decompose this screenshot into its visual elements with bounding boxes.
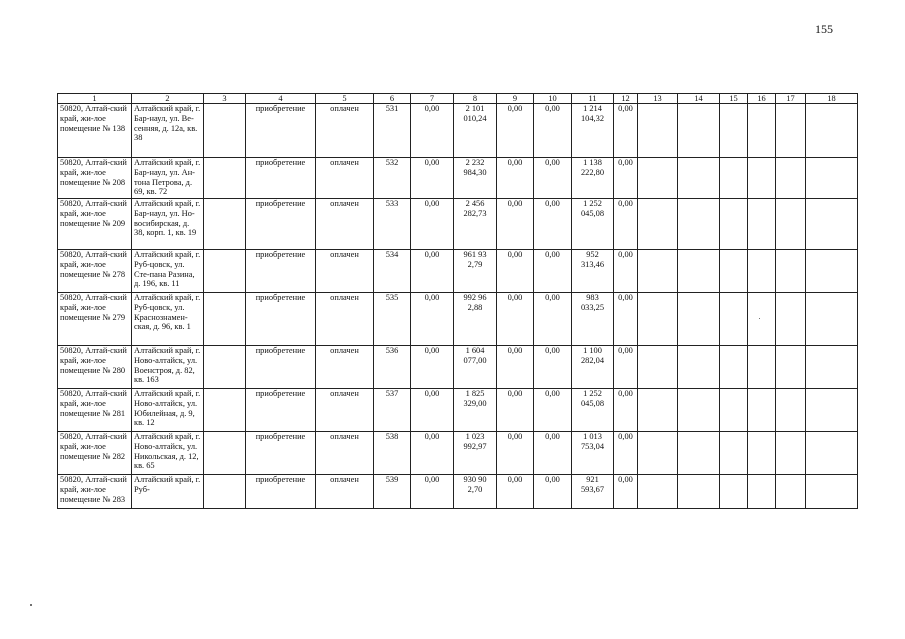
empty-cell xyxy=(638,104,678,158)
empty-cell xyxy=(638,293,678,346)
operation-cell: приобретение xyxy=(246,104,316,158)
address-cell: Алтайский край, г. Ново-алтайск, ул. Военстроя, д. 82, кв. 163 xyxy=(132,346,204,389)
empty-cell xyxy=(204,293,246,346)
empty-cell xyxy=(748,250,776,293)
amount-cell: 1 825 329,00 xyxy=(454,389,497,432)
amount-cell: 2 456 282,73 xyxy=(454,199,497,250)
empty-cell xyxy=(204,158,246,199)
value-cell: 0,00 xyxy=(411,104,454,158)
table-row xyxy=(58,158,858,199)
operation-cell: приобретение xyxy=(246,250,316,293)
address-cell: Алтайский край, г. Бар-наул, ул. Ан-тона Петрова, д. 69, кв. 72 xyxy=(132,158,204,199)
empty-cell xyxy=(776,475,806,509)
number-cell: 535 xyxy=(374,293,411,346)
address-cell: Алтайский край, г. Бар-наул, ул. Но-восибирская, д. 38, корп. 1, кв. 19 xyxy=(132,199,204,250)
number-cell: 537 xyxy=(374,389,411,432)
empty-cell xyxy=(806,432,858,475)
status-cell: оплачен xyxy=(316,475,374,509)
empty-cell xyxy=(720,158,748,199)
value-cell: 0,00 xyxy=(614,389,638,432)
value-cell: 0,00 xyxy=(497,250,534,293)
empty-cell xyxy=(204,475,246,509)
address-cell: Алтайский край, г. Руб-цовск, ул. Сте-пана Разина, д. 196, кв. 11 xyxy=(132,250,204,293)
empty-cell xyxy=(776,250,806,293)
number-cell: 533 xyxy=(374,199,411,250)
value-cell: 0,00 xyxy=(534,104,572,158)
empty-cell xyxy=(638,432,678,475)
empty-cell xyxy=(806,199,858,250)
empty-cell xyxy=(806,389,858,432)
value-cell: 0,00 xyxy=(614,250,638,293)
amount-cell: 1 252 045,08 xyxy=(572,199,614,250)
value-cell: 0,00 xyxy=(534,346,572,389)
empty-cell xyxy=(720,346,748,389)
amount-cell: 952 313,46 xyxy=(572,250,614,293)
value-cell: 0,00 xyxy=(497,346,534,389)
empty-cell xyxy=(806,475,858,509)
empty-cell xyxy=(204,199,246,250)
empty-cell xyxy=(776,104,806,158)
value-cell: 0,00 xyxy=(411,432,454,475)
empty-cell xyxy=(776,199,806,250)
registry-table xyxy=(57,93,858,509)
value-cell: 0,00 xyxy=(534,199,572,250)
object-cell: 50820, Алтай-ский край, жи-лое помещение № 281 xyxy=(58,389,132,432)
empty-cell xyxy=(720,293,748,346)
empty-cell xyxy=(748,104,776,158)
column-header: 15 xyxy=(720,94,748,104)
address-cell: Алтайский край, г. Ново-алтайск, ул. Никольская, д. 12, кв. 65 xyxy=(132,432,204,475)
empty-cell xyxy=(638,389,678,432)
amount-cell: 1 604 077,00 xyxy=(454,346,497,389)
object-cell: 50820, Алтай-ский край, жи-лое помещение № 278 xyxy=(58,250,132,293)
column-header: 3 xyxy=(204,94,246,104)
amount-cell: 921 593,67 xyxy=(572,475,614,509)
empty-cell xyxy=(720,104,748,158)
status-cell: оплачен xyxy=(316,199,374,250)
empty-cell xyxy=(748,199,776,250)
number-cell: 531 xyxy=(374,104,411,158)
empty-cell xyxy=(806,293,858,346)
empty-cell xyxy=(678,104,720,158)
column-header: 11 xyxy=(572,94,614,104)
column-header: 1 xyxy=(58,94,132,104)
amount-cell: 1 138 222,80 xyxy=(572,158,614,199)
column-header: 18 xyxy=(806,94,858,104)
column-header: 5 xyxy=(316,94,374,104)
object-cell: 50820, Алтай-ский край, жи-лое помещение № 282 xyxy=(58,432,132,475)
column-header: 17 xyxy=(776,94,806,104)
table-row xyxy=(58,104,858,158)
value-cell: 0,00 xyxy=(534,158,572,199)
empty-cell xyxy=(748,389,776,432)
column-header: 9 xyxy=(497,94,534,104)
table-row xyxy=(58,293,858,346)
status-cell: оплачен xyxy=(316,432,374,475)
empty-cell xyxy=(638,199,678,250)
empty-cell xyxy=(806,158,858,199)
empty-cell xyxy=(204,250,246,293)
value-cell: 0,00 xyxy=(497,158,534,199)
address-cell: Алтайский край, г. Ново-алтайск, ул. Юбилейная, д. 9, кв. 12 xyxy=(132,389,204,432)
empty-cell xyxy=(638,346,678,389)
value-cell: 0,00 xyxy=(497,293,534,346)
amount-cell: 2 232 984,30 xyxy=(454,158,497,199)
table-row xyxy=(58,346,858,389)
empty-cell xyxy=(638,475,678,509)
value-cell: 0,00 xyxy=(411,250,454,293)
empty-cell xyxy=(678,346,720,389)
value-cell: 0,00 xyxy=(534,250,572,293)
empty-cell xyxy=(748,158,776,199)
address-cell: Алтайский край, г. Руб- xyxy=(132,475,204,509)
empty-cell xyxy=(204,346,246,389)
column-header: 16 xyxy=(748,94,776,104)
empty-cell xyxy=(678,432,720,475)
scan-speck xyxy=(759,318,760,319)
number-cell: 536 xyxy=(374,346,411,389)
value-cell: 0,00 xyxy=(411,346,454,389)
column-header: 10 xyxy=(534,94,572,104)
empty-cell xyxy=(678,199,720,250)
amount-cell: 1 100 282,04 xyxy=(572,346,614,389)
amount-cell: 1 013 753,04 xyxy=(572,432,614,475)
empty-cell xyxy=(748,432,776,475)
amount-cell: 2 101 010,24 xyxy=(454,104,497,158)
value-cell: 0,00 xyxy=(614,104,638,158)
value-cell: 0,00 xyxy=(614,293,638,346)
operation-cell: приобретение xyxy=(246,293,316,346)
empty-cell xyxy=(776,158,806,199)
empty-cell xyxy=(748,346,776,389)
operation-cell: приобретение xyxy=(246,475,316,509)
operation-cell: приобретение xyxy=(246,432,316,475)
empty-cell xyxy=(748,475,776,509)
empty-cell xyxy=(806,104,858,158)
empty-cell xyxy=(678,475,720,509)
column-header: 12 xyxy=(614,94,638,104)
operation-cell: приобретение xyxy=(246,346,316,389)
empty-cell xyxy=(720,199,748,250)
empty-cell xyxy=(638,158,678,199)
empty-cell xyxy=(678,293,720,346)
value-cell: 0,00 xyxy=(614,199,638,250)
value-cell: 0,00 xyxy=(534,432,572,475)
column-header: 2 xyxy=(132,94,204,104)
column-header: 14 xyxy=(678,94,720,104)
empty-cell xyxy=(776,389,806,432)
value-cell: 0,00 xyxy=(411,389,454,432)
number-cell: 534 xyxy=(374,250,411,293)
scan-speck xyxy=(30,604,32,606)
status-cell: оплачен xyxy=(316,158,374,199)
empty-cell xyxy=(720,475,748,509)
empty-cell xyxy=(776,346,806,389)
empty-cell xyxy=(204,432,246,475)
status-cell: оплачен xyxy=(316,389,374,432)
number-cell: 532 xyxy=(374,158,411,199)
object-cell: 50820, Алтай-ский край, жи-лое помещение № 280 xyxy=(58,346,132,389)
value-cell: 0,00 xyxy=(614,475,638,509)
empty-cell xyxy=(806,346,858,389)
empty-cell xyxy=(720,389,748,432)
table-row xyxy=(58,432,858,475)
empty-cell xyxy=(678,389,720,432)
value-cell: 0,00 xyxy=(411,158,454,199)
value-cell: 0,00 xyxy=(497,475,534,509)
value-cell: 0,00 xyxy=(497,199,534,250)
object-cell: 50820, Алтай-ский край, жи-лое помещение № 279 xyxy=(58,293,132,346)
status-cell: оплачен xyxy=(316,346,374,389)
empty-cell xyxy=(776,432,806,475)
value-cell: 0,00 xyxy=(497,432,534,475)
value-cell: 0,00 xyxy=(614,346,638,389)
amount-cell: 961 93 2,79 xyxy=(454,250,497,293)
column-header: 8 xyxy=(454,94,497,104)
column-number-row xyxy=(58,94,858,104)
operation-cell: приобретение xyxy=(246,389,316,432)
empty-cell xyxy=(720,250,748,293)
value-cell: 0,00 xyxy=(497,104,534,158)
empty-cell xyxy=(720,432,748,475)
amount-cell: 1 252 045,08 xyxy=(572,389,614,432)
amount-cell: 983 033,25 xyxy=(572,293,614,346)
column-header: 6 xyxy=(374,94,411,104)
number-cell: 539 xyxy=(374,475,411,509)
object-cell: 50820, Алтай-ский край, жи-лое помещение № 208 xyxy=(58,158,132,199)
empty-cell xyxy=(204,389,246,432)
empty-cell xyxy=(748,293,776,346)
page-number: 155 xyxy=(815,22,833,36)
column-header: 13 xyxy=(638,94,678,104)
operation-cell: приобретение xyxy=(246,158,316,199)
value-cell: 0,00 xyxy=(614,158,638,199)
amount-cell: 1 023 992,97 xyxy=(454,432,497,475)
table-row xyxy=(58,389,858,432)
table-row xyxy=(58,199,858,250)
object-cell: 50820, Алтай-ский край, жи-лое помещение № 138 xyxy=(58,104,132,158)
amount-cell: 930 90 2,70 xyxy=(454,475,497,509)
address-cell: Алтайский край, г. Бар-наул, ул. Ве-сенняя, д. 12а, кв. 38 xyxy=(132,104,204,158)
value-cell: 0,00 xyxy=(614,432,638,475)
column-header: 4 xyxy=(246,94,316,104)
value-cell: 0,00 xyxy=(411,199,454,250)
object-cell: 50820, Алтай-ский край, жи-лое помещение № 209 xyxy=(58,199,132,250)
value-cell: 0,00 xyxy=(534,475,572,509)
value-cell: 0,00 xyxy=(534,293,572,346)
empty-cell xyxy=(776,293,806,346)
status-cell: оплачен xyxy=(316,293,374,346)
status-cell: оплачен xyxy=(316,250,374,293)
empty-cell xyxy=(204,104,246,158)
amount-cell: 992 96 2,88 xyxy=(454,293,497,346)
value-cell: 0,00 xyxy=(411,293,454,346)
empty-cell xyxy=(806,250,858,293)
value-cell: 0,00 xyxy=(497,389,534,432)
table-row xyxy=(58,475,858,509)
amount-cell: 1 214 104,32 xyxy=(572,104,614,158)
value-cell: 0,00 xyxy=(534,389,572,432)
status-cell: оплачен xyxy=(316,104,374,158)
address-cell: Алтайский край, г. Руб-цовск, ул. Краснознамен-ская, д. 96, кв. 1 xyxy=(132,293,204,346)
object-cell: 50820, Алтай-ский край, жи-лое помещение № 283 xyxy=(58,475,132,509)
value-cell: 0,00 xyxy=(411,475,454,509)
number-cell: 538 xyxy=(374,432,411,475)
operation-cell: приобретение xyxy=(246,199,316,250)
column-header: 7 xyxy=(411,94,454,104)
empty-cell xyxy=(678,158,720,199)
table-row xyxy=(58,250,858,293)
empty-cell xyxy=(678,250,720,293)
empty-cell xyxy=(638,250,678,293)
